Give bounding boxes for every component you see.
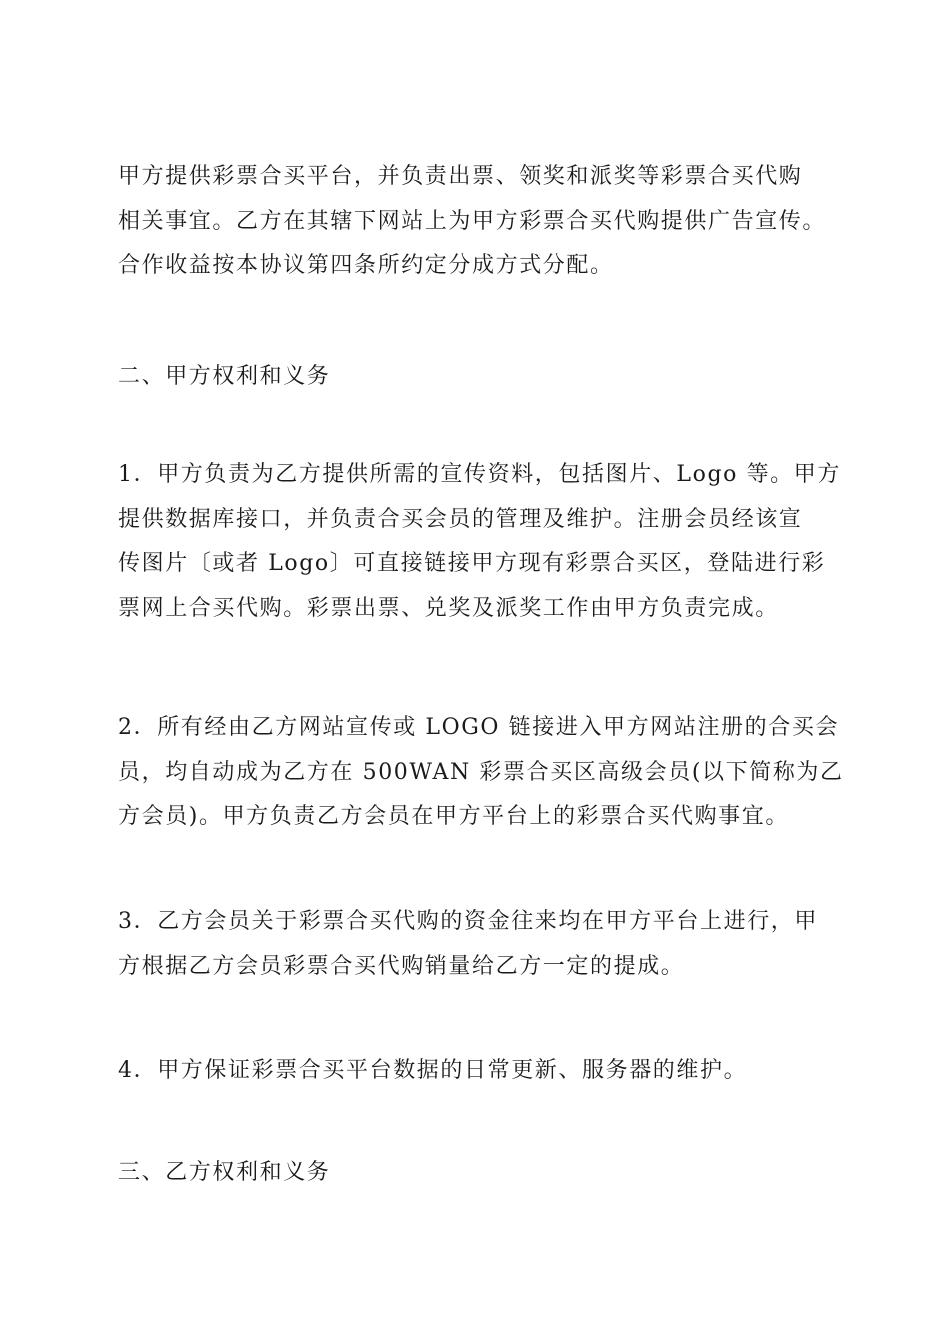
intro-line-2: 相关事宜。乙方在其辖下网站上为甲方彩票合买代购提供广告宣传。 (118, 208, 827, 234)
intro-line-1: 甲方提供彩票合买平台，并负责出票、领奖和派奖等彩票合买代购 (118, 164, 803, 189)
item-3-line-2: 方根据乙方会员彩票合买代购销量给乙方一定的提成。 (118, 953, 685, 979)
intro-line-3: 合作收益按本协议第四条所约定分成方式分配。 (118, 253, 614, 278)
section-3-heading: 三、乙方权利和义务 (118, 1160, 331, 1185)
item-1-line-2: 提供数据库接口，并负责合买会员的管理及维护。注册会员经该宣 (118, 506, 803, 532)
item-4-line-1: 4．甲方保证彩票合买平台数据的日常更新、服务器的维护。 (118, 1058, 748, 1083)
section-2-heading: 二、甲方权利和义务 (118, 364, 331, 389)
section-2-item-4 (118, 1049, 838, 1094)
intro-paragraph (118, 155, 838, 289)
item-1-line-1: 1．甲方负责为乙方提供所需的宣传资料，包括图片、Logo 等。甲方 (118, 462, 841, 487)
section-2-item-3 (118, 900, 838, 989)
item-1-line-3: 传图片〔或者 Logo〕可直接链接甲方现有彩票合买区，登陆进行彩 (118, 551, 826, 576)
item-2-line-1: 2．所有经由乙方网站宣传或 LOGO 链接进入甲方网站注册的合买会 (118, 715, 840, 740)
item-3-line-1: 3．乙方会员关于彩票合买代购的资金往来均在甲方平台上进行，甲 (118, 909, 818, 934)
item-1-line-4: 票网上合买代购。彩票出票、兑奖及派奖工作由甲方负责完成。 (118, 595, 779, 621)
section-2-item-2 (118, 706, 844, 840)
item-2-line-3: 方会员)。甲方负责乙方会员在甲方平台上的彩票合买代购事宜。 (118, 804, 789, 829)
section-2-item-1 (118, 453, 841, 631)
item-2-line-2: 员，均自动成为乙方在 500WAN 彩票合买区高级会员(以下简称为乙 (118, 759, 844, 785)
